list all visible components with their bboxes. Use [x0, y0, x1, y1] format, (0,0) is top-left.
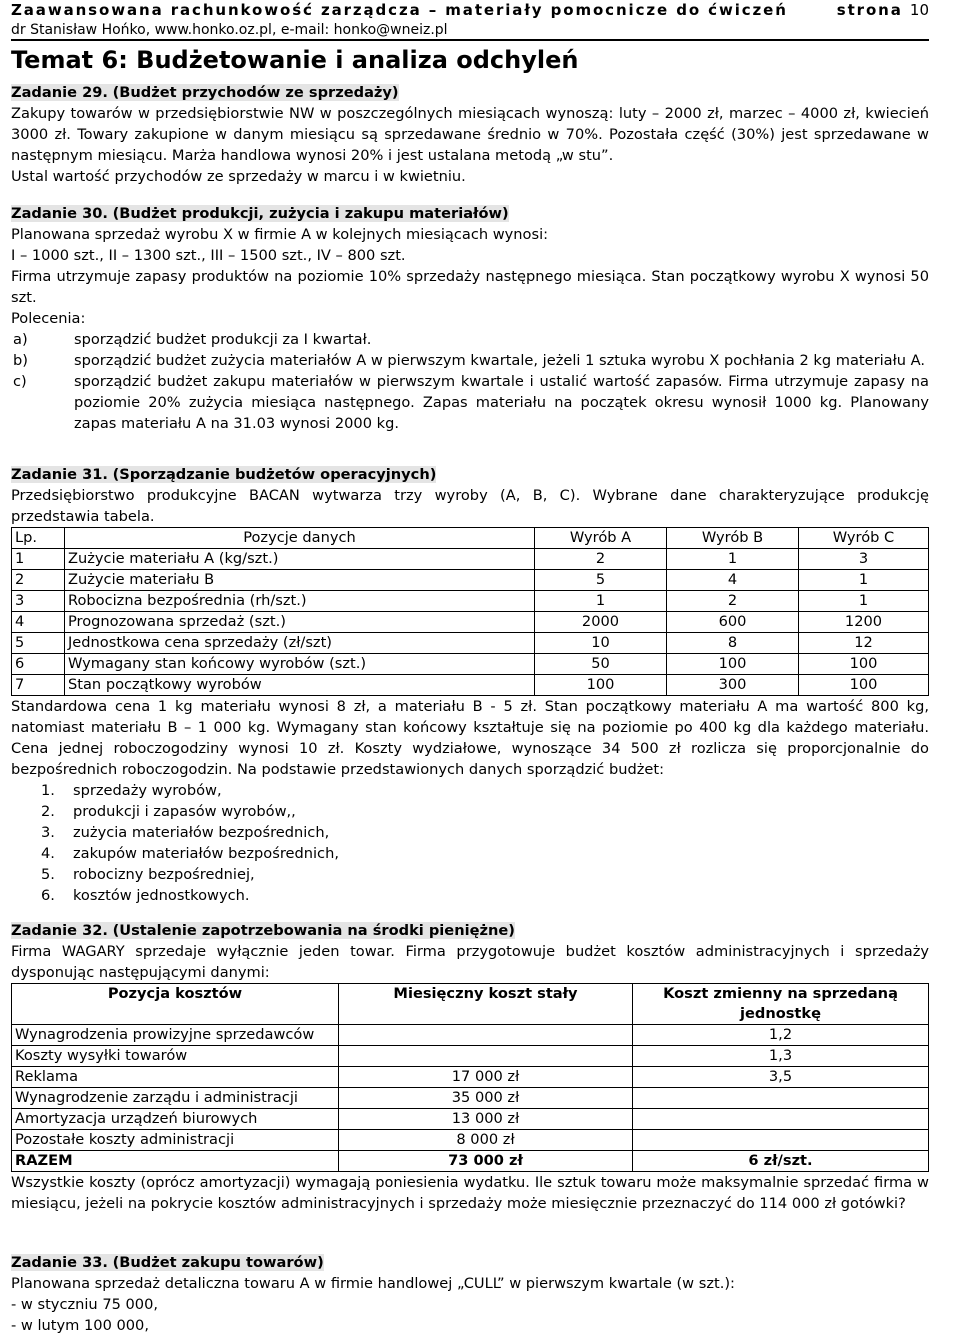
task-32-intro: Firma WAGARY sprzedaje wyłącznie jeden towar. Firma przygotowuje budżet kosztów administracyjnych i sprzedaży dysponując następującymi danymi: [11, 943, 929, 981]
task-31 [11, 464, 929, 906]
table-cell: 2000 [535, 612, 667, 633]
header-title: Zaawansowana rachunkowość zarządcza – materiały pomocnicze do ćwiczeń [11, 1, 788, 19]
table-cell: Amortyzacja urządzeń biurowych [12, 1109, 339, 1130]
item-text: sporządzić budżet zużycia materiałów A w pierwszym kwartale, jeżeli 1 sztuka wyrobu X pochłania 2 kg materiału A. [74, 352, 925, 369]
task-30-label: Zadanie 30. [11, 205, 108, 222]
table-cell: 12 [799, 633, 929, 654]
task-30-item-b [11, 350, 929, 371]
table-cell: 10 [535, 633, 667, 654]
table-cell: 600 [667, 612, 799, 633]
table-cell: 73 000 zł [339, 1151, 633, 1172]
task-32-after: Wszystkie koszty (oprócz amortyzacji) wymagają poniesienia wydatku. Ile sztuk towaru może maksymalnie sprzedać firma w miesiącu, jeżeli na pokrycie kosztów administracyjnych i sprzedaży może miesięcznie przeznaczyć do 114 000 zł gotówki? [11, 1174, 929, 1212]
table-cell: Reklama [12, 1067, 339, 1088]
list-marker: 1. [41, 782, 55, 799]
table-cell: 6 zł/szt. [633, 1151, 929, 1172]
table-cell: Robocizna bezpośrednia (rh/szt.) [65, 591, 535, 612]
task-30-line1: Planowana sprzedaż wyrobu X w firmie A w kolejnych miesiącach wynosi: [11, 226, 549, 243]
list-text: produkcji i zapasów wyrobów,, [73, 803, 296, 820]
list-item [11, 822, 929, 843]
table-cell: 1 [799, 570, 929, 591]
header-title-line [11, 0, 929, 21]
item-text: sporządzić budżet zakupu materiałów w pierwszym kwartale i ustalić wartość zapasów. Firma utrzymuje zapasy na poziomie 20% zużycia miesiąca następnego. Zapas materiału na początek okresu wynosił 1000 kg. Planowany zapas materiału A na 31.03 wynosi 2000 kg. [74, 373, 929, 432]
task-31-title: (Sporządzanie budżetów operacyjnych) [112, 466, 437, 483]
table-cell: 100 [535, 675, 667, 696]
task-29 [11, 82, 929, 187]
table-cell: 35 000 zł [339, 1088, 633, 1109]
table-cell: Zużycie materiału B [65, 570, 535, 591]
table-cell: 3 [799, 549, 929, 570]
table-cell [339, 1025, 633, 1046]
table-row [12, 591, 929, 612]
table-row [12, 570, 929, 591]
task-30-item-a [11, 329, 929, 350]
item-marker: b) [13, 352, 28, 369]
table-header-cell: Wyrób A [535, 528, 667, 549]
table-row [12, 1109, 929, 1130]
table-cell: 1 [535, 591, 667, 612]
task-33-intro: Planowana sprzedaż detaliczna towaru A w firmie handlowej „CULL” w pierwszym kwartale (w szt.): [11, 1275, 735, 1292]
table-cell: 5 [535, 570, 667, 591]
table-cell: 1 [799, 591, 929, 612]
list-marker: 5. [41, 866, 55, 883]
table-cell: 1 [667, 549, 799, 570]
table-cell: 1200 [799, 612, 929, 633]
table-cell: Wynagrodzenia prowizyjne sprzedawców [12, 1025, 339, 1046]
list-item [11, 885, 929, 906]
table-row [12, 1130, 929, 1151]
table-row [12, 1025, 929, 1046]
list-item [11, 780, 929, 801]
task-29-heading [11, 84, 399, 101]
table-row [12, 654, 929, 675]
page-indicator [837, 0, 929, 21]
task-31-table [11, 527, 929, 696]
task-31-intro: Przedsiębiorstwo produkcyjne BACAN wytwarza trzy wyroby (A, B, C). Wybrane dane charakteryzujące produkcję przedstawia tabela. [11, 487, 929, 525]
table-row [12, 1046, 929, 1067]
table-cell: 2 [667, 591, 799, 612]
table-cell [633, 1088, 929, 1109]
task-33-title: (Budżet zakupu towarów) [112, 1254, 324, 1271]
item-marker: a) [13, 331, 28, 348]
table-cell [633, 1130, 929, 1151]
task-32-title: (Ustalenie zapotrzebowania na środki pieniężne) [112, 922, 515, 939]
task-33-heading [11, 1254, 324, 1271]
table-cell: 2 [12, 570, 65, 591]
table-row [12, 549, 929, 570]
task-29-label: Zadanie 29. [11, 84, 108, 101]
table-header-cell: Wyrób B [667, 528, 799, 549]
table-row [12, 675, 929, 696]
task-30-title: (Budżet produkcji, zużycia i zakupu materiałów) [112, 205, 509, 222]
table-header-row [12, 984, 929, 1025]
task-33-line: - w lutym 100 000, [11, 1317, 149, 1334]
header-author-line: dr Stanisław Hońko, www.honko.oz.pl, e-mail: honko@wneiz.pl [11, 21, 929, 41]
table-cell: Pozostałe koszty administracji [12, 1130, 339, 1151]
task-31-label: Zadanie 31. [11, 466, 108, 483]
table-header-cell: Pozycje danych [65, 528, 535, 549]
table-cell: 1,3 [633, 1046, 929, 1067]
table-cell: 100 [667, 654, 799, 675]
list-text: zakupów materiałów bezpośrednich, [73, 845, 339, 862]
table-header-row [12, 528, 929, 549]
page-number: 10 [909, 1, 929, 19]
list-text: kosztów jednostkowych. [73, 887, 250, 904]
table-cell: Wynagrodzenie zarządu i administracji [12, 1088, 339, 1109]
table-cell: 8 [667, 633, 799, 654]
table-row [12, 633, 929, 654]
table-header-cell: Miesięczny koszt stały [339, 984, 633, 1025]
table-total-row [12, 1151, 929, 1172]
table-cell: Jednostkowa cena sprzedaży (zł/szt) [65, 633, 535, 654]
table-cell: 50 [535, 654, 667, 675]
list-marker: 6. [41, 887, 55, 904]
table-cell: 2 [535, 549, 667, 570]
table-cell: 1,2 [633, 1025, 929, 1046]
table-cell: 3 [12, 591, 65, 612]
table-cell: 5 [12, 633, 65, 654]
task-31-heading [11, 466, 436, 483]
table-header-cell: Koszt zmienny na sprzedaną jednostkę [633, 984, 929, 1025]
item-marker: c) [13, 373, 27, 390]
task-32-heading [11, 922, 515, 939]
table-header-cell: Wyrób C [799, 528, 929, 549]
list-item [11, 843, 929, 864]
table-cell: 17 000 zł [339, 1067, 633, 1088]
table-row [12, 1088, 929, 1109]
table-cell: 3,5 [633, 1067, 929, 1088]
table-cell [633, 1109, 929, 1130]
table-row [12, 612, 929, 633]
table-cell: 4 [667, 570, 799, 591]
table-cell: Stan początkowy wyrobów [65, 675, 535, 696]
table-cell: 8 000 zł [339, 1130, 633, 1151]
table-cell: 300 [667, 675, 799, 696]
table-cell: 1 [12, 549, 65, 570]
table-cell: 6 [12, 654, 65, 675]
task-29-question: Ustal wartość przychodów ze sprzedaży w marcu i w kwietniu. [11, 168, 466, 185]
task-30-line4: Polecenia: [11, 310, 86, 327]
task-32-label: Zadanie 32. [11, 922, 108, 939]
task-31-after: Standardowa cena 1 kg materiału wynosi 8 zł, a materiału B - 5 zł. Stan początkowy materiału A ma wartość 800 kg, natomiast materiału B – 1 000 kg. Wymagany stan końcowy kształtuje się na poziomie po 400 kg dla każdego materiału. Cena jednej roboczogodziny wynosi 10 zł. Koszty wydziałowe, wynoszące 34 500 zł rozlicza się proporcjonalnie do bezpośrednich roboczogodzin. Na podstawie przedstawionych danych sporządzić budżet: [11, 698, 929, 778]
task-30-item-c [11, 371, 929, 434]
table-header-cell: Pozycja kosztów [12, 984, 339, 1025]
list-marker: 4. [41, 845, 55, 862]
table-row [12, 1067, 929, 1088]
topic-heading: Temat 6: Budżetowanie i analiza odchyleń [11, 46, 579, 74]
table-cell: 100 [799, 654, 929, 675]
list-marker: 2. [41, 803, 55, 820]
table-cell: 4 [12, 612, 65, 633]
task-33 [11, 1252, 929, 1336]
list-item [11, 801, 929, 822]
task-29-text: Zakupy towarów w przedsiębiorstwie NW w poszczególnych miesiącach wynoszą: luty – 2000 zł, marzec – 4000 zł, kwiecień 3000 zł. Towary zakupione w danym miesiącu są sprzedawane średnio w 70%. Pozostała część (30%) jest sprzedawane w następnym miesiącu. Marża handlowa wynosi 20% i jest ustalana metodą „w stu”. [11, 105, 929, 164]
item-text: sporządzić budżet produkcji za I kwartał. [74, 331, 372, 348]
task-29-title: (Budżet przychodów ze sprzedaży) [112, 84, 399, 101]
task-30-line3: Firma utrzymuje zapasy produktów na poziomie 10% sprzedaży następnego miesiąca. Stan początkowy wyrobu X wynosi 50 szt. [11, 268, 929, 306]
list-marker: 3. [41, 824, 55, 841]
page-label: strona [836, 1, 903, 19]
task-32 [11, 920, 929, 1214]
task-33-line: - w styczniu 75 000, [11, 1296, 159, 1313]
table-cell: 7 [12, 675, 65, 696]
table-header-cell: Lp. [12, 528, 65, 549]
list-item [11, 864, 929, 885]
task-32-table [11, 983, 929, 1172]
table-cell: 100 [799, 675, 929, 696]
list-text: zużycia materiałów bezpośrednich, [73, 824, 330, 841]
table-cell: Prognozowana sprzedaż (szt.) [65, 612, 535, 633]
task-30 [11, 203, 929, 434]
table-cell: Zużycie materiału A (kg/szt.) [65, 549, 535, 570]
table-cell: 13 000 zł [339, 1109, 633, 1130]
table-cell [339, 1046, 633, 1067]
task-33-label: Zadanie 33. [11, 1254, 108, 1271]
table-cell: RAZEM [12, 1151, 339, 1172]
task-30-heading [11, 205, 509, 222]
list-text: sprzedaży wyrobów, [73, 782, 222, 799]
table-cell: Koszty wysyłki towarów [12, 1046, 339, 1067]
table-cell: Wymagany stan końcowy wyrobów (szt.) [65, 654, 535, 675]
task-30-line2: I – 1000 szt., II – 1300 szt., III – 1500 szt., IV – 800 szt. [11, 247, 406, 264]
list-text: robocizny bezpośredniej, [73, 866, 255, 883]
